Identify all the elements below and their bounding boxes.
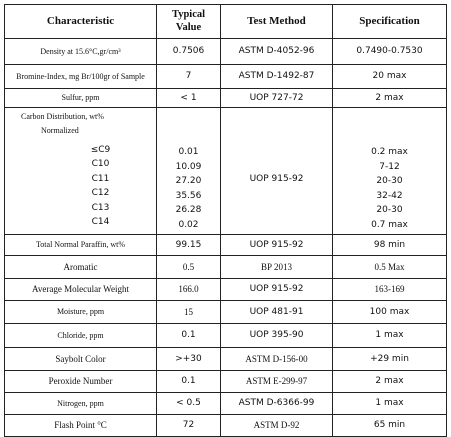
row-typical: 0.1 (157, 371, 221, 393)
carbon-distribution-row (5, 108, 447, 235)
table-row (5, 279, 447, 301)
row-typical: 99.15 (157, 235, 221, 256)
row-spec: 0.7490-0.7530 (333, 39, 447, 65)
row-method: ASTM D-92 (221, 415, 333, 437)
table-row (5, 348, 447, 371)
carbon-spec-value: 20-30 (376, 205, 403, 215)
row-method: ASTM E-299-97 (221, 371, 333, 393)
row-method: UOP 481-91 (221, 301, 333, 324)
row-spec: 1 max (333, 393, 447, 415)
carbon-item-name: C12 (91, 188, 110, 199)
table-row (5, 39, 447, 65)
carbon-item-list (7, 143, 154, 230)
row-method: ASTM D-6366-99 (221, 393, 333, 415)
specification-table (4, 4, 447, 437)
header-typical-value: Typical Value (157, 5, 221, 39)
carbon-spec-value: 0.7 max (371, 219, 408, 230)
carbon-item-name: C11 (91, 173, 110, 184)
row-typical: < 0.5 (157, 393, 221, 415)
row-spec: +29 min (333, 348, 447, 371)
row-spec: 20 max (333, 65, 447, 89)
row-characteristic: Sulfur, ppm (5, 89, 157, 108)
carbon-item-name: C13 (91, 202, 110, 213)
carbon-typical-value: 0.01 (178, 147, 199, 157)
carbon-item-name: C14 (91, 217, 110, 228)
row-method: BP 2013 (221, 256, 333, 279)
table-row (5, 235, 447, 256)
row-typical: 0.5 (157, 256, 221, 279)
carbon-item-name: C10 (91, 159, 110, 170)
header-specification: Specification (333, 5, 447, 39)
row-spec: 65 min (333, 415, 447, 437)
row-method: UOP 395-90 (221, 324, 333, 348)
row-characteristic: Total Normal Paraffin, wt% (5, 235, 157, 256)
carbon-item-name: ≤C9 (90, 144, 111, 155)
carbon-typical-cell (157, 108, 221, 235)
row-spec: 1 max (333, 324, 447, 348)
carbon-typical-value: 26.28 (175, 205, 202, 215)
row-method: ASTM D-1492-87 (221, 65, 333, 89)
carbon-normalized-label: Normalized (41, 125, 79, 135)
table-row (5, 415, 447, 437)
row-characteristic: Chloride, ppm (5, 324, 157, 348)
carbon-spec-value: 20-30 (376, 176, 403, 186)
row-typical: 7 (157, 65, 221, 89)
row-typical: 15 (157, 301, 221, 324)
spec-table-wrapper (4, 4, 446, 431)
carbon-typical-value: 10.09 (175, 161, 202, 172)
row-spec: 100 max (333, 301, 447, 324)
header-test-method: Test Method (221, 5, 333, 39)
carbon-typical-list (159, 145, 218, 232)
carbon-typical-value: 27.20 (175, 176, 202, 186)
row-characteristic: Nitrogen, ppm (5, 393, 157, 415)
carbon-spec-value: 7-12 (379, 161, 400, 172)
row-spec: 98 min (333, 235, 447, 256)
row-method: ASTM D-156-00 (221, 348, 333, 371)
row-method: UOP 915-92 (221, 279, 333, 301)
table-row (5, 301, 447, 324)
carbon-spec-list (335, 145, 444, 232)
row-characteristic: Average Molecular Weight (5, 279, 157, 301)
row-characteristic: Saybolt Color (5, 348, 157, 371)
row-characteristic: Density at 15.6°C,gr/cm³ (5, 39, 157, 65)
row-method: UOP 727-72 (221, 89, 333, 108)
row-characteristic: Moisture, ppm (5, 301, 157, 324)
table-row (5, 393, 447, 415)
row-spec: 0.5 Max (333, 256, 447, 279)
row-characteristic: Flash Point °C (5, 415, 157, 437)
row-characteristic: Bromine-Index, mg Br/100gr of Sample (5, 65, 157, 89)
row-method: ASTM D-4052-96 (221, 39, 333, 65)
row-spec: 163-169 (333, 279, 447, 301)
row-method: UOP 915-92 (221, 235, 333, 256)
carbon-distribution-cell (5, 108, 157, 235)
row-typical: >+30 (157, 348, 221, 371)
carbon-method-cell: UOP 915-92 (221, 108, 333, 235)
row-typical: 72 (157, 415, 221, 437)
table-row (5, 371, 447, 393)
row-spec: 2 max (333, 371, 447, 393)
table-row (5, 256, 447, 279)
row-typical: 0.7506 (157, 39, 221, 65)
table-row (5, 324, 447, 348)
row-typical: < 1 (157, 89, 221, 108)
row-spec: 2 max (333, 89, 447, 108)
carbon-spec-cell (333, 108, 447, 235)
row-characteristic: Peroxide Number (5, 371, 157, 393)
carbon-typical-value: 35.56 (175, 190, 202, 201)
header-row (5, 5, 447, 39)
table-row (5, 65, 447, 89)
carbon-distribution-title: Carbon Distribution, wt% (21, 112, 104, 122)
carbon-spec-value: 32-42 (376, 190, 403, 201)
row-typical: 0.1 (157, 324, 221, 348)
table-row (5, 89, 447, 108)
header-characteristic: Characteristic (5, 5, 157, 39)
carbon-spec-value: 0.2 max (371, 147, 408, 157)
row-typical: 166.0 (157, 279, 221, 301)
row-characteristic: Aromatic (5, 256, 157, 279)
carbon-typical-value: 0.02 (178, 219, 199, 230)
